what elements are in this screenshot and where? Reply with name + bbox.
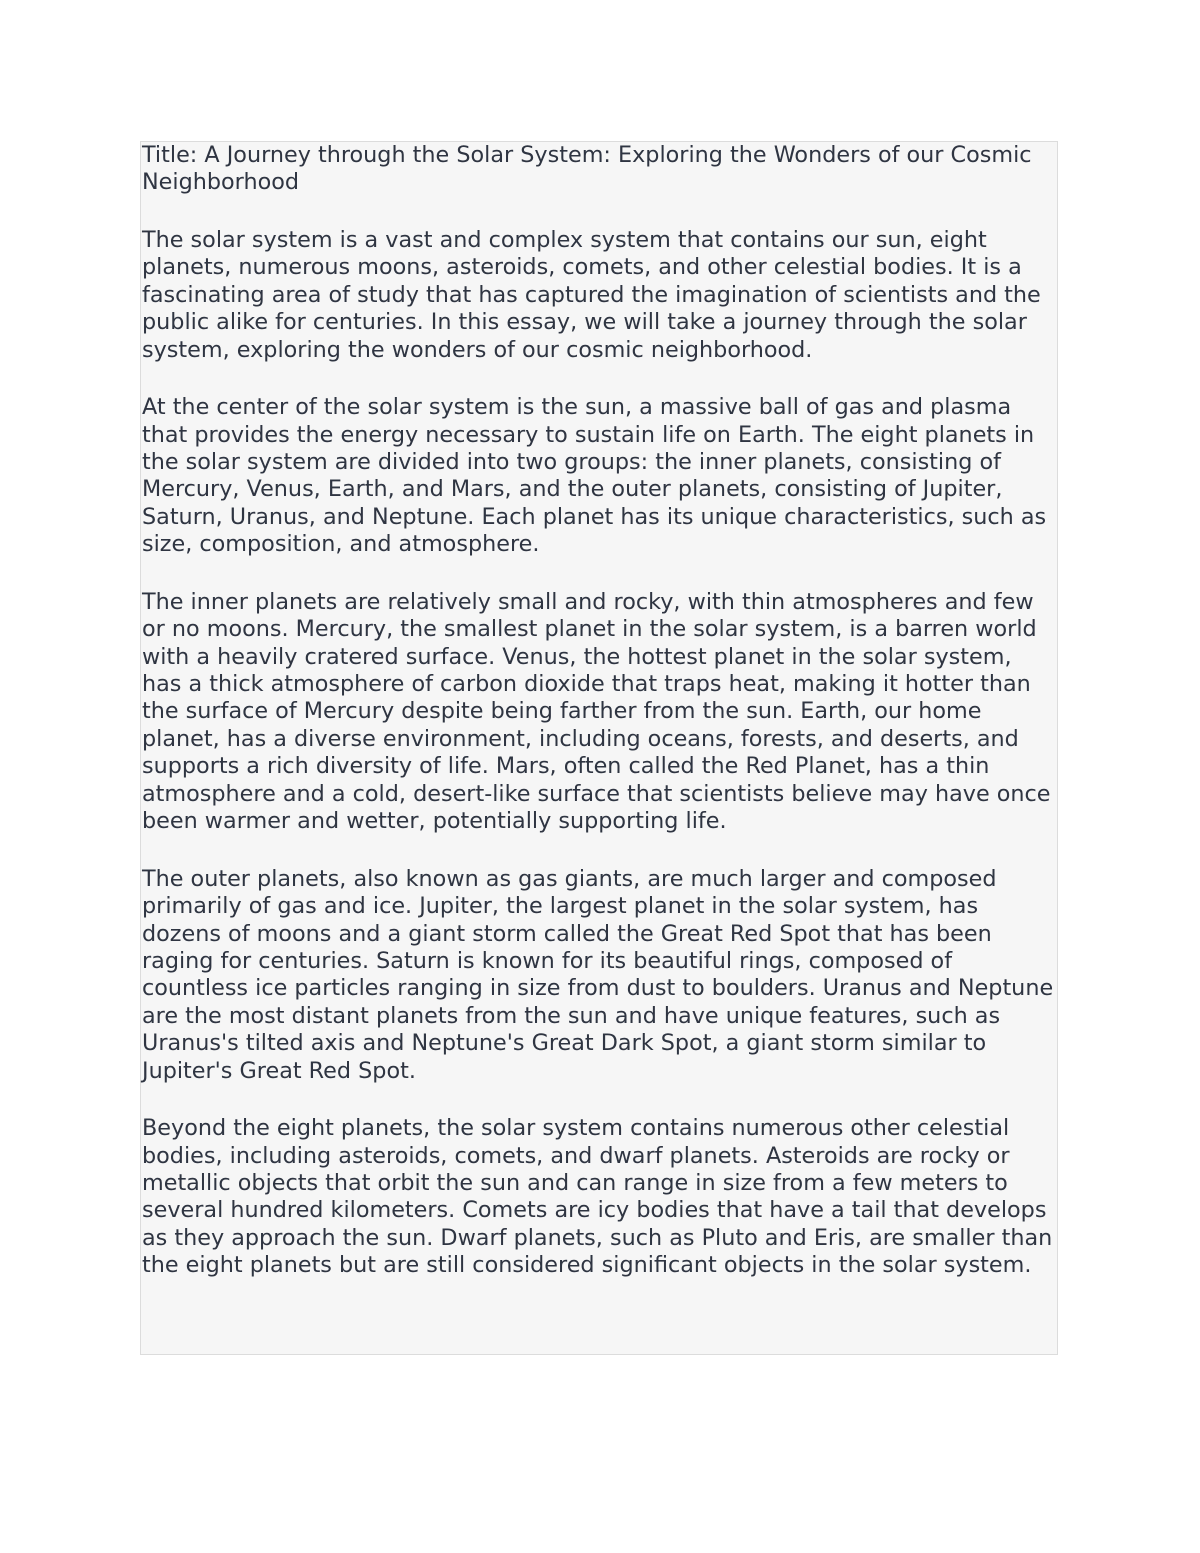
paragraph-other-bodies: Beyond the eight planets, the solar system contains numerous other celestial bodies, including asteroids, comets, and dwarf planets. Asteroids are rocky or metallic objects that orbit the sun and can range in size from a few meters to several hundred kilometers. Comets are icy bodies that have a tail that develops as they approach the sun. Dwarf planets, such as Pluto and Eris, are smaller than the eight planets but are still considered significant objects in the solar system. [142, 1115, 1053, 1279]
paragraph-sun-and-planets: At the center of the solar system is the sun, a massive ball of gas and plasma that provides the energy necessary to sustain life on Earth. The eight planets in the solar system are divided into two groups: the inner planets, consisting of Mercury, Venus, Earth, and Mars, and the outer planets, consisting of Jupiter, Saturn, Uranus, and Neptune. Each planet has its unique characteristics, such as size, composition, and atmosphere. [142, 394, 1047, 558]
paragraph-outer-planets: The outer planets, also known as gas giants, are much larger and composed primarily of gas and ice. Jupiter, the largest planet in the solar system, has dozens of moons and a giant storm called the Great Red Spot that has been raging for centuries. Saturn is known for its beautiful rings, composed of countless ice particles ranging in size from dust to boulders. Uranus and Neptune are the most distant planets from the sun and have unique features, such as Uranus's tilted axis and Neptune's Great Dark Spot, a giant storm similar to Jupiter's Great Red Spot. [142, 865, 1054, 1084]
paragraph-inner-planets: The inner planets are relatively small and rocky, with thin atmospheres and few or no moons. Mercury, the smallest planet in the solar system, is a barren world with a heavily cratered surface. Venus, the hottest planet in the solar system, has a thick atmosphere of carbon dioxide that traps heat, making it hotter than the surface of Mercury despite being farther from the sun. Earth, our home planet, has a diverse environment, including oceans, forests, and deserts, and supports a rich diversity of life. Mars, often called the Red Planet, has a thin atmosphere and a cold, desert-like surface that scientists believe may have once been warmer and wetter, potentially supporting life. [142, 588, 1051, 835]
essay-title: Title: A Journey through the Solar System: Exploring the Wonders of our Cosmic Neighborhood [142, 142, 1032, 196]
paragraph-introduction: The solar system is a vast and complex system that contains our sun, eight planets, numerous moons, asteroids, comets, and other celestial bodies. It is a fascinating area of study that has captured the imagination of scientists and the public alike for centuries. In this essay, we will take a journey through the solar system, exploring the wonders of our cosmic neighborhood. [142, 227, 1041, 363]
document-text-box [140, 141, 1058, 1355]
essay-text [142, 142, 1057, 1280]
